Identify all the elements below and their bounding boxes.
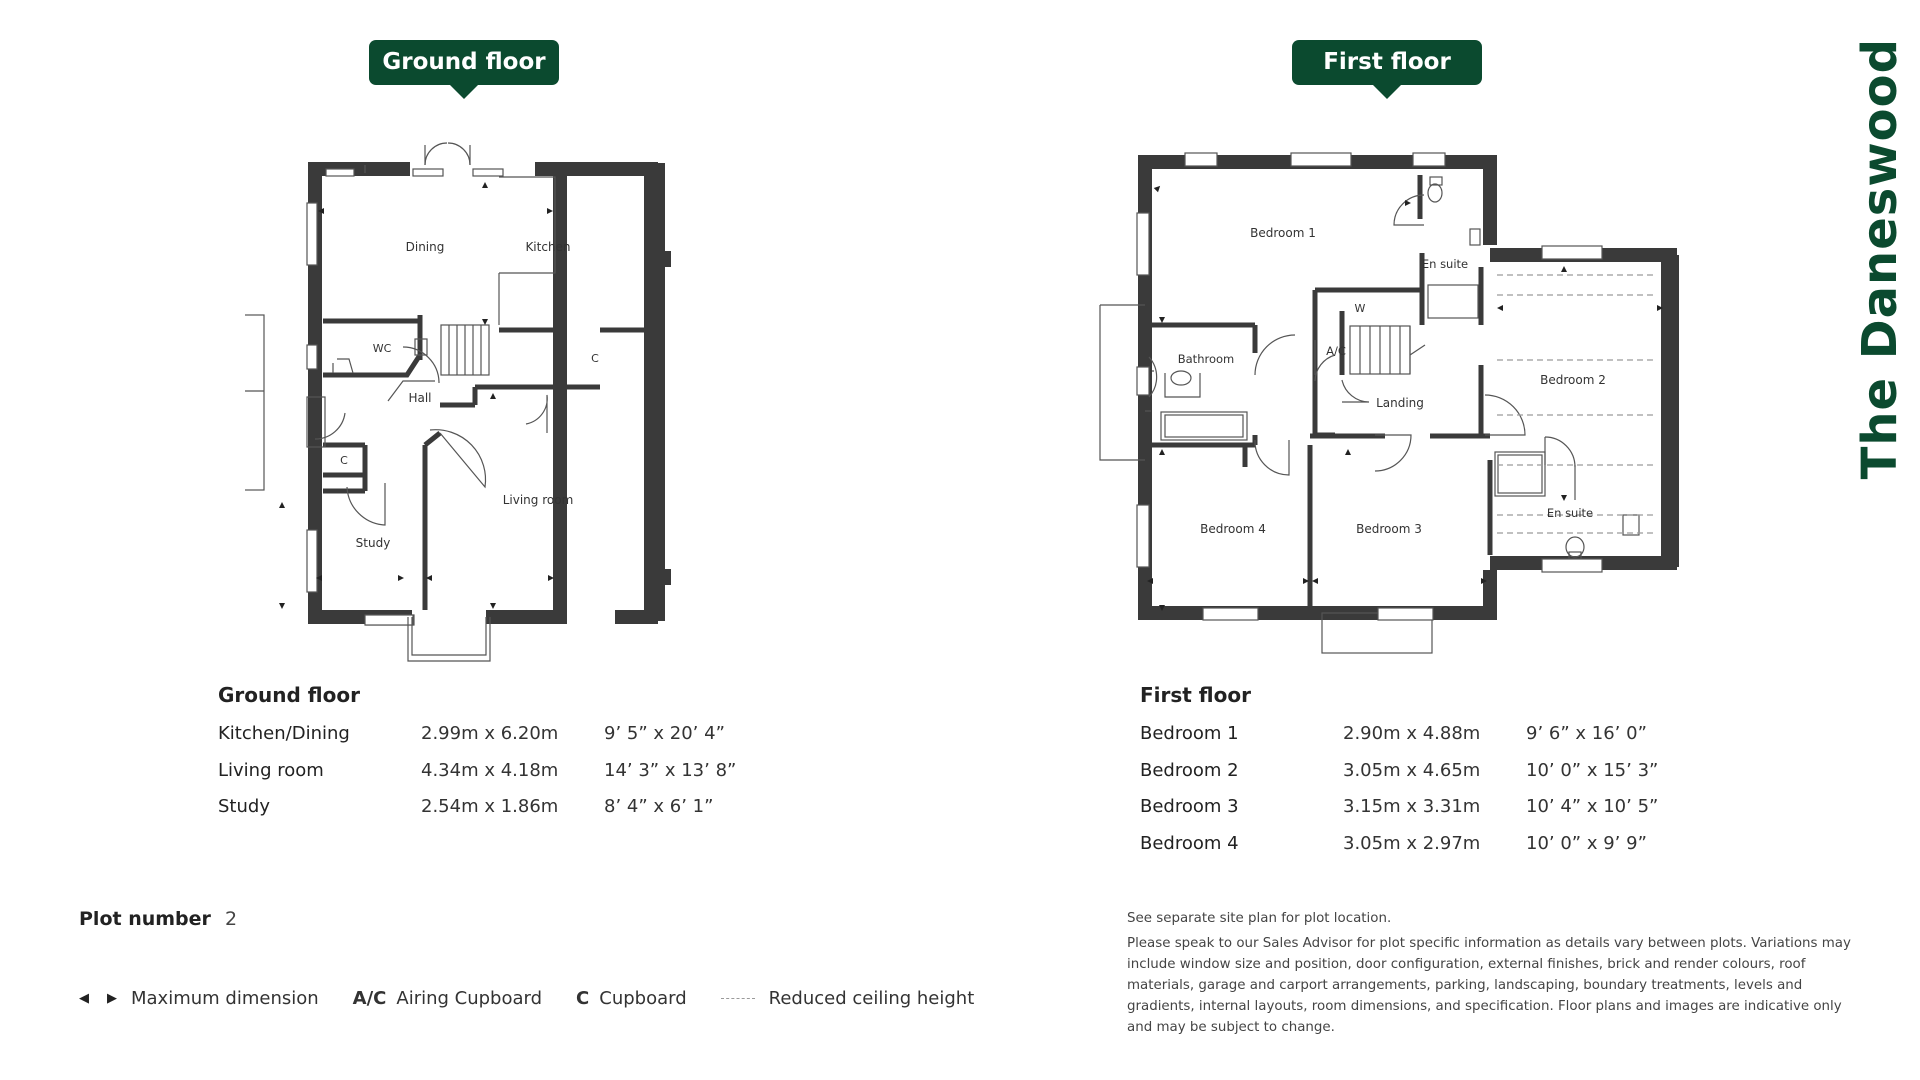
room-name: Bedroom 1 [1140,723,1239,744]
legend-c-symbol: C [576,988,590,1009]
dimension-row [218,759,737,797]
legend-cupboard [576,988,687,1009]
legend [79,988,1008,1009]
room-metric: 3.05m x 4.65m [1343,759,1481,781]
room-imperial: 8’ 4” x 6’ 1” [604,796,714,817]
room-name: Bedroom 4 [1140,832,1239,854]
living-room-label: Living room [502,493,574,507]
dining-label: Dining [405,240,445,254]
legend-ac-label: Airing Cupboard [396,988,543,1009]
plot-number [79,908,237,930]
bedroom3-label: Bedroom 3 [1356,522,1422,536]
legend-max-dimension [79,988,319,1009]
right-arrow-icon: ▶ [107,991,117,1006]
first-dims-heading: First floor [1140,683,1251,707]
bathroom-label: Bathroom [1177,352,1235,366]
dimension-row [1140,832,1647,870]
dimension-row [1140,796,1659,833]
plot-number-value: 2 [224,908,238,930]
ensuite1-label: En suite [1421,257,1469,271]
bedroom4-label: Bedroom 4 [1200,522,1266,536]
wc-label: WC [372,342,392,355]
cupboard-upper-label: C [591,352,599,365]
landing-label: Landing [1376,396,1424,410]
disclaimer-notes [1127,908,1867,1042]
ground-floor-badge: Ground floor [369,40,559,85]
legend-reduced-ceiling [721,988,975,1009]
hall-label: Hall [408,391,432,405]
legend-max-dimension-label: Maximum dimension [131,988,319,1009]
brand-text: The Daneswood [1852,38,1908,480]
site-plan-note: See separate site plan for plot location. [1127,911,1392,926]
dimension-row [218,723,725,760]
room-metric: 2.99m x 6.20m [421,723,559,744]
brand-title [1850,38,1910,480]
legend-ac-symbol: A/C [352,988,387,1009]
legend-reduced-label: Reduced ceiling height [768,988,975,1009]
room-metric: 4.34m x 4.18m [421,759,559,781]
ground-floor-dimensions [218,683,737,833]
study-label: Study [355,536,391,550]
room-metric: 2.90m x 4.88m [1343,723,1481,744]
room-name: Bedroom 2 [1140,759,1239,781]
room-metric: 3.05m x 2.97m [1343,832,1481,854]
airing-cupboard-label: A/C [1326,344,1346,358]
room-name: Study [218,796,270,817]
room-imperial: 9’ 6” x 16’ 0” [1526,723,1647,744]
dashed-line-icon [721,998,755,999]
ensuite2-label: En suite [1546,506,1594,520]
room-imperial: 10’ 0” x 9’ 9” [1526,832,1647,854]
cupboard-lower-label: C [340,454,348,467]
ground-floor-plan [245,115,705,675]
kitchen-label: Kitchen [525,240,571,254]
first-floor-plan [1085,115,1705,675]
dimension-row [1140,759,1659,797]
room-imperial: 9’ 5” x 20’ 4” [604,723,725,744]
room-imperial: 14’ 3” x 13’ 8” [604,759,737,781]
room-name: Bedroom 3 [1140,796,1239,817]
first-floor-dimensions [1140,683,1659,869]
legend-c-label: Cupboard [599,988,687,1009]
bedroom2-label: Bedroom 2 [1540,373,1606,387]
bedroom1-label: Bedroom 1 [1250,226,1316,240]
wardrobe-label: W [1354,302,1366,315]
plot-number-label: Plot number [79,908,211,930]
room-name: Kitchen/Dining [218,723,350,744]
room-imperial: 10’ 0” x 15’ 3” [1526,759,1659,781]
room-metric: 3.15m x 3.31m [1343,796,1481,817]
left-arrow-icon: ◀ [79,991,89,1006]
room-name: Living room [218,759,324,781]
legend-airing-cupboard [353,988,542,1009]
room-imperial: 10’ 4” x 10’ 5” [1526,796,1659,817]
dimension-row [218,796,714,833]
first-floor-badge: First floor [1292,40,1482,85]
dimension-row [1140,723,1647,760]
ground-dims-heading: Ground floor [218,683,360,707]
room-metric: 2.54m x 1.86m [421,796,559,817]
variation-note: Please speak to our Sales Advisor for plot specific information as details vary between plots. Variations may include window size and position, door configuration, external finishes, brick and render colours, roof materials, garage and carport arrangements, parking, landscaping, boundary treatments, levels and gradients, internal layouts, room dimensions, and specification. Floor plans and images are indicative only and may be subject to change. [1127,936,1851,1035]
